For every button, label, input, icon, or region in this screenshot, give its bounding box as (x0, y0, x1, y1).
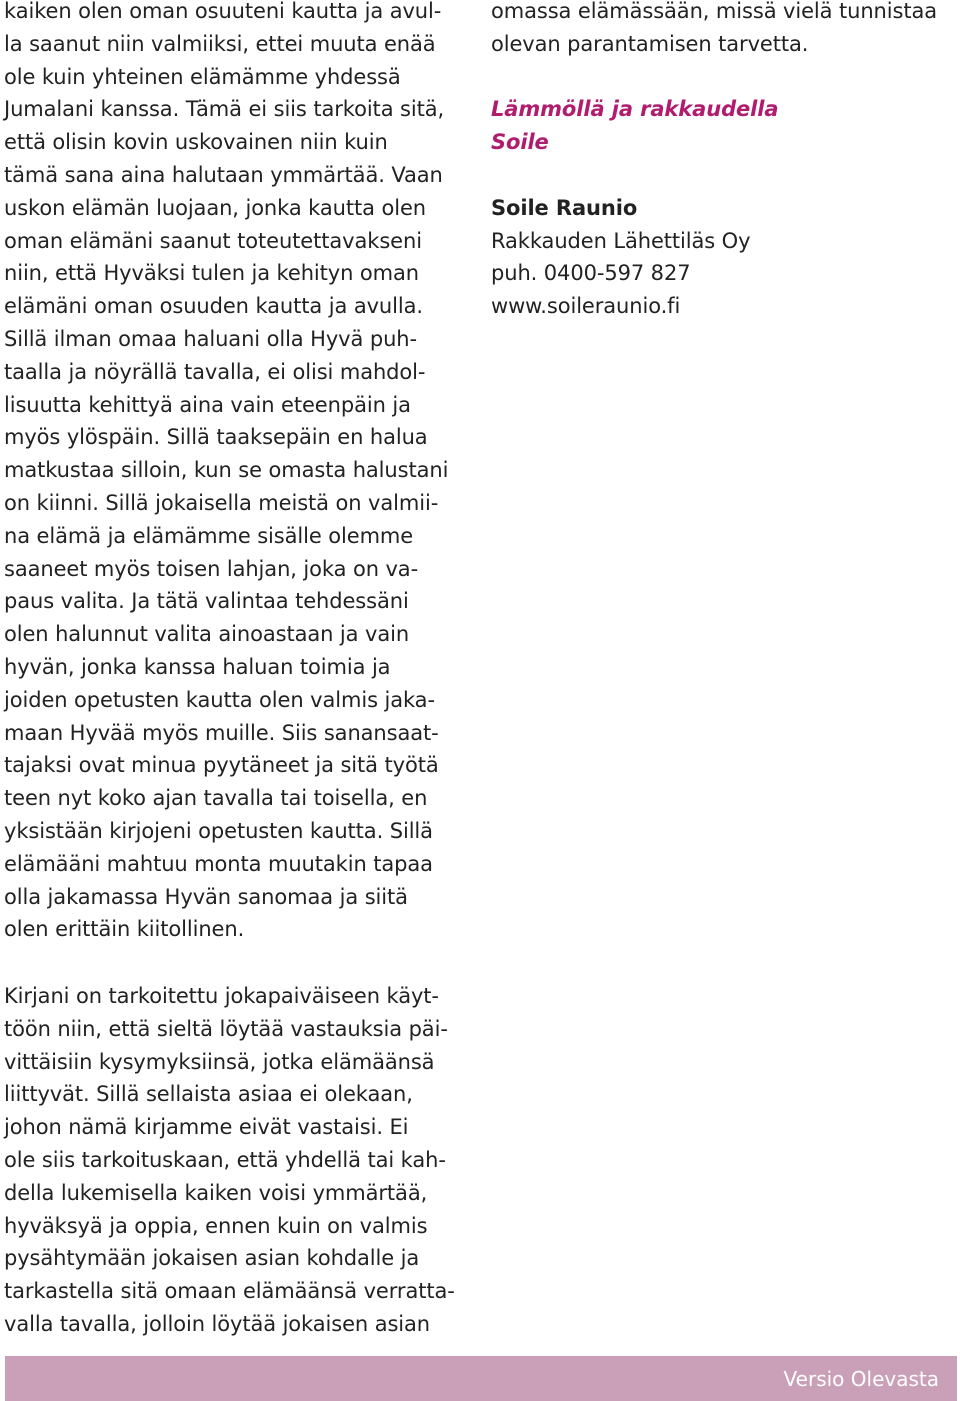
body-text-line: kaiken olen oman osuuteni kautta ja avul- (4, 0, 442, 23)
body-text-line: Kirjani on tarkoitettu jokapaiväiseen käyt- (4, 984, 439, 1008)
body-text-line: vittäisiin kysymyksiinsä, jotka elämäänsä (4, 1049, 435, 1074)
body-text-line: valla tavalla, jolloin löytää jokaisen asian (4, 1311, 431, 1336)
body-text-line: olen halunnut valita ainoastaan ja vain (4, 622, 410, 647)
contact-name: Soile Raunio (491, 195, 638, 220)
body-text-line: hyväksyä ja oppia, ennen kuin on valmis (4, 1213, 428, 1238)
body-text-line: lisuutta kehittyä aina vain eteenpäin ja (4, 392, 411, 417)
footer-label: Versio Olevasta (783, 1367, 939, 1391)
body-text-line: hyvän, jonka kanssa haluan toimia ja (4, 654, 391, 679)
body-text-line: tarkastella sitä omaan elämäänsä verratta- (4, 1279, 455, 1304)
body-text-line: teen nyt koko ajan tavalla tai toisella, en (4, 786, 428, 811)
body-text-line: la saanut niin valmiiksi, ettei muuta enää (4, 31, 436, 56)
body-text-line: olevan parantamisen tarvetta. (491, 31, 809, 56)
right-column (491, 0, 956, 323)
body-text-line: ole kuin yhteinen elämämme yhdessä (4, 64, 401, 89)
body-text-line: taalla ja nöyrällä tavalla, ei olisi mahdol- (4, 359, 426, 384)
right-continuation-text (491, 0, 956, 61)
body-text-line: elämäni oman osuuden kautta ja avulla. (4, 294, 423, 319)
footer-bar (5, 1356, 957, 1401)
body-text-line: tämä sana aina halutaan ymmärtää. Vaan (4, 162, 443, 187)
body-text-line: paus valita. Ja tätä valintaa tehdessäni (4, 589, 409, 614)
left-column-paragraph-2 (4, 980, 474, 1341)
body-text-line: omassa elämässään, missä vielä tunnistaa (491, 0, 938, 23)
body-text-line: uskon elämän luojaan, jonka kautta olen (4, 195, 426, 220)
contact-website[interactable]: www.soileraunio.fi (491, 294, 681, 319)
body-text-line: Jumalani kanssa. Tämä ei siis tarkoita sitä, (4, 97, 445, 122)
body-text-line: matkustaa silloin, kun se omasta halustani (4, 458, 449, 483)
body-text-line: johon nämä kirjamme eivät vastaisi. Ei (4, 1115, 409, 1140)
body-text-line: niin, että Hyväksi tulen ja kehityn oman (4, 261, 419, 286)
body-text-line: olla jakamassa Hyvän sanomaa ja siitä (4, 884, 408, 909)
closing-signature: Soile (491, 130, 549, 155)
left-column (4, 0, 474, 946)
closing-greeting: Lämmöllä ja rakkaudella (491, 97, 779, 122)
body-text-line: on kiinni. Sillä jokaisella meistä on valmii- (4, 490, 439, 515)
body-text-line: na elämä ja elämämme sisälle olemme (4, 523, 414, 548)
body-text-line: tajaksi ovat minua pyytäneet ja sitä työtä (4, 753, 439, 778)
contact-company: Rakkauden Lähettiläs Oy (491, 228, 751, 253)
body-text-line: töön niin, että sieltä löytää vastauksia päi- (4, 1016, 448, 1041)
body-text-line: olen erittäin kiitollinen. (4, 917, 245, 942)
body-text-line: della lukemisella kaiken voisi ymmärtää, (4, 1180, 428, 1205)
body-text-line: pysähtymään jokaisen asian kohdalle ja (4, 1246, 420, 1271)
body-text-line: että olisin kovin uskovainen niin kuin (4, 130, 388, 155)
body-text-line: maan Hyvää myös muille. Siis sanansaat- (4, 720, 439, 745)
body-text-line: joiden opetusten kautta olen valmis jaka- (4, 687, 435, 712)
body-text-line: saaneet myös toisen lahjan, joka on va- (4, 556, 419, 581)
body-text-line: liittyvät. Sillä sellaista asiaa ei olekaan, (4, 1082, 413, 1107)
body-text-line: ole siis tarkoituskaan, että yhdellä tai kah- (4, 1147, 446, 1172)
contact-phone: puh. 0400-597 827 (491, 261, 691, 286)
body-text-line: oman elämäni saanut toteutettavakseni (4, 228, 422, 253)
body-text-line: yksistään kirjojeni opetusten kautta. Sillä (4, 818, 433, 843)
body-text-line: myös ylöspäin. Sillä taaksepäin en halua (4, 425, 428, 450)
body-text-line: Sillä ilman omaa haluani olla Hyvä puh- (4, 326, 417, 351)
body-text-line: elämääni mahtuu monta muutakin tapaa (4, 851, 433, 876)
